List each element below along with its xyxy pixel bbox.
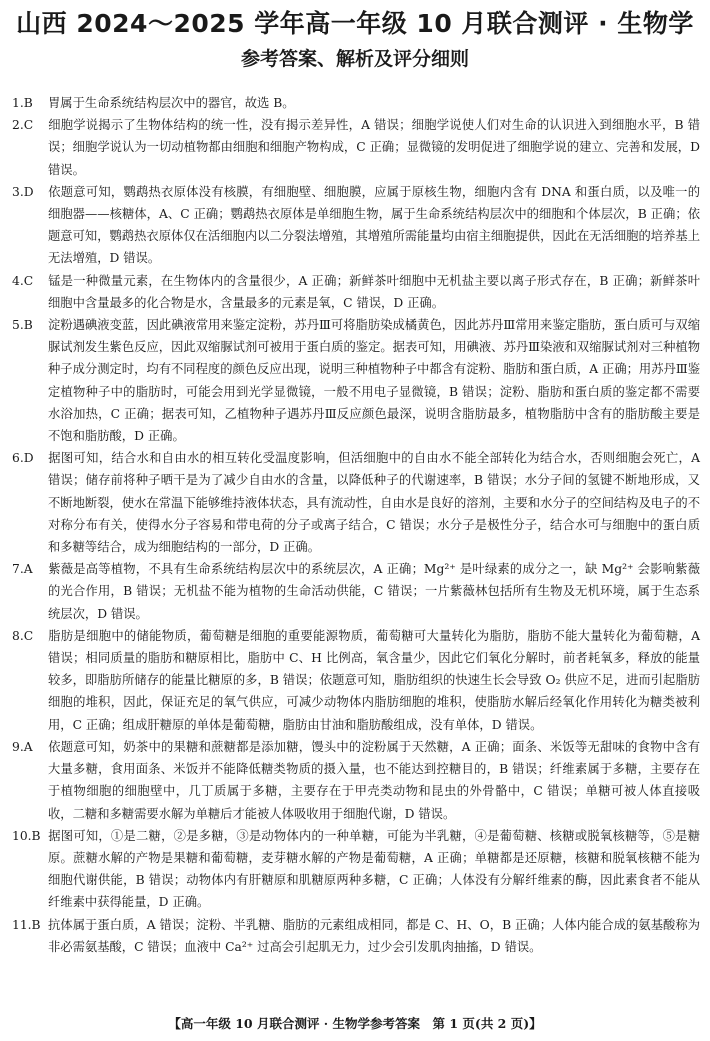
- answer-number: 10.B: [12, 828, 41, 843]
- answer-item: [12, 270, 700, 314]
- answer-text: 抗体属于蛋白质，A 错误；淀粉、半乳糖、脂肪的元素组成相同，都是 C、H、O，B 正确；人体内能合成的氨基酸称为非必需氨基酸，C 错误；血液中 Ca²⁺ 过高会引起肌无力，过少会引发肌肉抽搐，D 错误。: [48, 917, 700, 954]
- answer-list: [12, 92, 700, 958]
- answer-text: 依题意可知，鹦鹉热衣原体没有核膜，有细胞壁、细胞膜，应属于原核生物，细胞内含有 DNA 和蛋白质，以及唯一的细胞器——核糖体，A、C 正确；鹦鹉热衣原体是单细胞生物，属于生命系统结构层次中的细胞和个体层次，B 正确；依题意可知，鹦鹉热衣原体仅在活细胞内以二分裂法增殖，其增殖所需能量均由宿主细胞提供，因此在无活细胞的培养基上无法增殖，D 错误。: [48, 184, 700, 266]
- answer-number: 2.C: [12, 118, 34, 133]
- answer-number: 4.C: [12, 273, 34, 288]
- answer-item: [12, 447, 700, 558]
- answer-number: 11.B: [12, 917, 41, 932]
- page-footer: 【高一年级 10 月联合测评 · 生物学参考答案 第 1 页(共 2 页)】: [168, 1016, 542, 1031]
- answer-text: 胃属于生命系统结构层次中的器官，故选 B。: [48, 96, 295, 110]
- answer-text: 锰是一种微量元素，在生物体内的含量很少，A 正确；新鲜茶叶细胞中无机盐主要以离子形式存在，B 正确；新鲜茶叶细胞中含量最多的化合物是水，含量最多的元素是氧，C 错误，D 正确。: [48, 273, 700, 310]
- answer-item: [12, 625, 700, 736]
- answer-number: 3.D: [12, 184, 34, 199]
- answer-text: 据图可知，结合水和自由水的相互转化受温度影响，但活细胞中的自由水不能全部转化为结合水，否则细胞会死亡，A 错误；储存前将种子晒干是为了减少自由水的含量，以降低种子的代谢速率，B 错误；水分子间的氢键不断地形成，又不断地断裂，使水在常温下能够维持液体状态，具有流动性，自由水是良好的溶剂，主要和水分子的空间结构及电子的不对称分布有关，使得水分子容易和带电荷的分子或离子结合，C 错误；水分子是极性分子，结合水可与细胞中的蛋白质和多糖等结合，成为细胞结构的一部分，D 正确。: [48, 451, 700, 555]
- answer-number: 7.A: [12, 562, 33, 577]
- answer-item: [12, 825, 700, 914]
- answer-number: 9.A: [12, 739, 33, 754]
- answer-item: [12, 558, 700, 625]
- answer-item: [12, 92, 700, 114]
- answer-number: 6.D: [12, 451, 34, 466]
- answer-text: 细胞学说揭示了生物体结构的统一性，没有揭示差异性，A 错误；细胞学说使人们对生命的认识进入到细胞水平，B 错误；细胞学说认为一切动植物都由细胞和细胞产物构成，C 正确；显微镜的发明促进了细胞学说的建立、完善和发展，D 错误。: [48, 118, 700, 177]
- answer-text: 紫薇是高等植物，不具有生命系统结构层次中的系统层次，A 正确；Mg²⁺ 是叶绿素的成分之一，缺 Mg²⁺ 会影响紫薇的光合作用，B 错误；无机盐不能为植物的生命活动供能，C 错误；一片紫薇林包括所有生物及无机环境，属于生态系统层次，D 错误。: [48, 562, 700, 621]
- answer-text: 淀粉遇碘液变蓝，因此碘液常用来鉴定淀粉，苏丹Ⅲ可将脂肪染成橘黄色，因此苏丹Ⅲ常用来鉴定脂肪，蛋白质可与双缩脲试剂发生紫色反应，因此双缩脲试剂可被用于蛋白质的鉴定。据表可知，用碘液、苏丹Ⅲ染液和双缩脲试剂对三种植物种子成分测定时，均有不同程度的颜色反应出现，说明三种植物种子中都含有淀粉、脂肪和蛋白质，A 正确；用苏丹Ⅲ鉴定植物种子中的脂肪时，可能会用到光学显微镜，一般不用电子显微镜，B 错误；淀粉、脂肪和蛋白质的鉴定都不需要水浴加热，C 正确；据表可知，乙植物种子遇苏丹Ⅲ反应颜色最深，说明含脂肪最多，植物脂肪中含有的脂肪酸主要是不饱和脂肪酸，D 正确。: [48, 318, 700, 444]
- answer-number: 5.B: [12, 318, 33, 333]
- answer-number: 1.B: [12, 96, 33, 110]
- answer-item: [12, 114, 700, 181]
- page-subtitle: 参考答案、解析及评分细则: [240, 48, 469, 70]
- answer-number: 8.C: [12, 628, 34, 643]
- answer-item: [12, 314, 700, 447]
- answer-text: 依题意可知，奶茶中的果糖和蔗糖都是添加糖，馒头中的淀粉属于天然糖，A 正确；面条、米饭等无甜味的食物中含有大量多糖，食用面条、米饭并不能降低糖类物质的摄入量，也不能达到控糖目的，B 错误；纤维素属于多糖，主要存在于植物细胞的细胞壁中，几丁质属于多糖，主要存在于甲壳类动物和昆虫的外骨骼中，C 错误；单糖可被人体直接吸收，二糖和多糖需要水解为单糖后才能被人体吸收用于细胞代谢，D 错误。: [48, 739, 700, 821]
- answer-item: [12, 736, 700, 825]
- answer-item: [12, 181, 700, 270]
- answer-text: 脂肪是细胞中的储能物质，葡萄糖是细胞的重要能源物质，葡萄糖可大量转化为脂肪，脂肪不能大量转化为葡萄糖，A 错误；相同质量的脂肪和糖原相比，脂肪中 C、H 比例高，氧含量少，因此它们氧化分解时，前者耗氧多，释放的能量较多，即脂肪所储存的能量比糖原的多，B 错误；依题意可知，脂肪组织的快速生长会导致 O₂ 供应不足，进而引起脂肪细胞的堆积，因此，保证充足的氧气供应，可减少动物体内脂肪细胞的堆积，使脂肪水解后经氧化作用转化为糖类被利用，C 正确；组成肝糖原的单体是葡萄糖，脂肪由甘油和脂肪酸组成，没有单体，D 错误。: [48, 628, 700, 732]
- answer-item: [12, 914, 700, 958]
- answer-text: 据图可知，①是二糖，②是多糖，③是动物体内的一种单糖，可能为半乳糖，④是葡萄糖、核糖或脱氧核糖等，⑤是糖原。蔗糖水解的产物是果糖和葡萄糖，麦芽糖水解的产物是葡萄糖，A 正确；单糖都是还原糖，核糖和脱氧核糖不能为细胞代谢供能，B 错误；动物体内有肝糖原和肌糖原两种多糖，C 正确；人体没有分解纤维素的酶，因此素食者不能从纤维素中获得能量，D 正确。: [48, 828, 700, 910]
- page-title: 山西 2024～2025 学年高一年级 10 月联合测评 · 生物学: [16, 9, 694, 38]
